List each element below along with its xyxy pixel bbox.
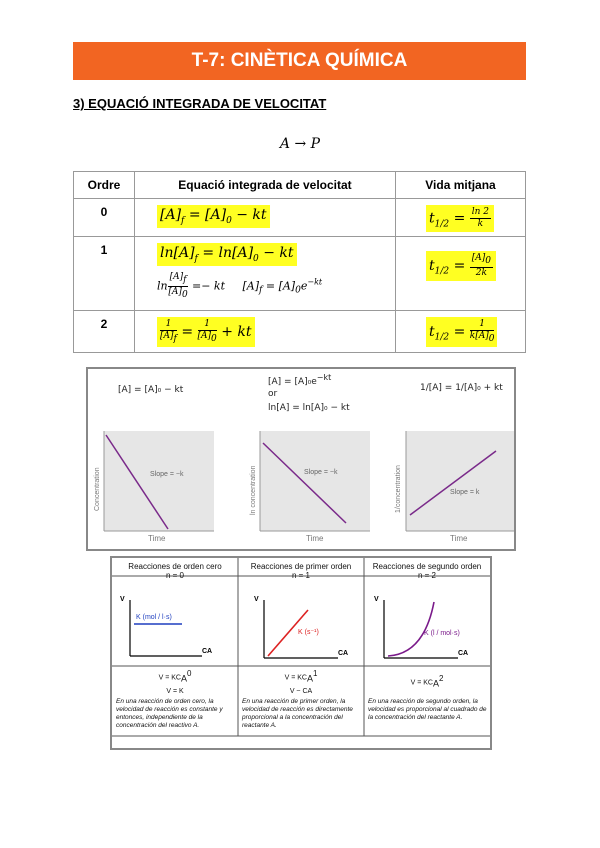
col2-proportionality: V ~ CA	[289, 688, 313, 695]
order-cell: 2	[74, 311, 135, 353]
first-order-equation: $\ln[A]_f = \ln[A]_0$ − kt	[157, 243, 297, 266]
plot3-ylabel: 1/concentration	[395, 465, 402, 513]
col1-title: Reacciones de orden cero n = 0	[128, 562, 222, 580]
col3-y-axis: V	[374, 596, 379, 603]
zero-order-equation: $[A]_f = [A]_0$ − kt	[157, 205, 270, 228]
col3-k-label: K (l / mol·s)	[424, 630, 460, 637]
first-order-alt-equations: ln $\frac{[A]_f}{[A]_0}$ =− kt $[A]_f = [A]_0e^{-kt}$	[157, 271, 323, 300]
reaction-equation: A → P	[279, 136, 321, 152]
col1-y-axis: V	[120, 596, 125, 603]
zero-order-plot-equation: [A] = [A]₀ − kt	[118, 385, 184, 395]
plot3-slope: Slope = k	[450, 489, 480, 496]
col3-x-axis: CA	[458, 650, 469, 657]
second-order-plot-equation: 1/[A] = 1/[A]₀ + kt	[420, 383, 503, 393]
half-life-cell	[396, 199, 526, 237]
zero-order-half-life: $t_{1/2}$ = $\frac{\ln 2}{k}$	[426, 205, 494, 232]
equation-cell	[135, 199, 396, 237]
plot-second-order	[406, 431, 514, 531]
reaction-order-figure	[110, 556, 492, 750]
first-order-half-life: $t_{1/2}$ = $\frac{[A]_0}{2k}$	[426, 251, 496, 281]
plot1-xlabel: Time	[148, 534, 166, 543]
header-ordre: Ordre	[74, 172, 135, 199]
col3-title: Reacciones de segundo orden n = 2	[372, 562, 482, 580]
col2-x-axis: CA	[338, 650, 349, 657]
order-cell: 1	[74, 237, 135, 311]
plot3-xlabel: Time	[450, 534, 468, 543]
half-life-cell	[396, 237, 526, 311]
first-order-plot-equation: $[A] = [A]_0e^{-kt}$	[268, 373, 332, 387]
integrated-rate-plots-figure	[86, 367, 516, 551]
col2-k-label: K (s⁻¹)	[298, 629, 319, 636]
col3-description: En una reacción de segundo orden, la velocidad es proporcional al cuadrado de la concentración del reactante A.	[368, 698, 487, 721]
plots-svg	[88, 369, 514, 549]
page-title: T-7: CINÈTICA QUÍMICA	[191, 50, 408, 71]
or-label: or	[268, 389, 278, 399]
col1-x-axis: CA	[202, 648, 213, 655]
plot2-xlabel: Time	[306, 534, 324, 543]
plot-zero-order	[104, 431, 214, 531]
second-order-half-life: $t_{1/2}$ = $\frac{1}{k[A]_0}$	[426, 317, 497, 347]
table-row	[74, 311, 526, 353]
plot-first-order	[260, 431, 370, 531]
header-equation: Equació integrada de velocitat	[135, 172, 396, 199]
col2-description: En una reacción de primer orden, la velocidad de reacción es directamente proporcional a la concentración del reactante A.	[242, 698, 353, 729]
col2-rate-law: $V = KC_A^1$	[284, 669, 318, 684]
second-order-equation: $\frac{1}{[A]_f}$ = $\frac{1}{[A]_0}$ + kt	[157, 317, 255, 347]
plot1-ylabel: Concentration	[94, 467, 101, 511]
col3-rate-law: $V = KC_A^2$	[410, 674, 444, 689]
equation-cell	[135, 237, 396, 311]
table-row	[74, 237, 526, 311]
plot1-slope: Slope = −k	[150, 471, 184, 478]
col1-description: En una reacción de orden cero, la velocidad de reacción es constante y entonces, independiente de la concentración del reactivo A.	[116, 698, 223, 729]
order-cell: 0	[74, 199, 135, 237]
col1-k-label: K (mol / l·s)	[136, 614, 172, 621]
page-title-banner	[73, 42, 526, 80]
plot2-slope: Slope = −k	[304, 469, 338, 476]
rate-equation-table	[73, 171, 526, 353]
header-half-life: Vida mitjana	[396, 172, 526, 199]
section-title: 3) EQUACIÓ INTEGRADA DE VELOCITAT	[73, 96, 327, 111]
table-header-row	[74, 172, 526, 199]
col1-rate-law: $V = KC_A^0$	[158, 669, 192, 684]
half-life-cell	[396, 311, 526, 353]
col1-proportionality: V = K	[166, 688, 184, 695]
equation-cell	[135, 311, 396, 353]
col2-title: Reacciones de primer orden n = 1	[250, 562, 352, 580]
col2-y-axis: V	[254, 596, 259, 603]
table-row	[74, 199, 526, 237]
first-order-log-equation: ln[A] = ln[A]₀ − kt	[268, 403, 350, 413]
second-order-k-curve	[388, 602, 434, 656]
plot2-ylabel: ln concentration	[250, 465, 257, 515]
